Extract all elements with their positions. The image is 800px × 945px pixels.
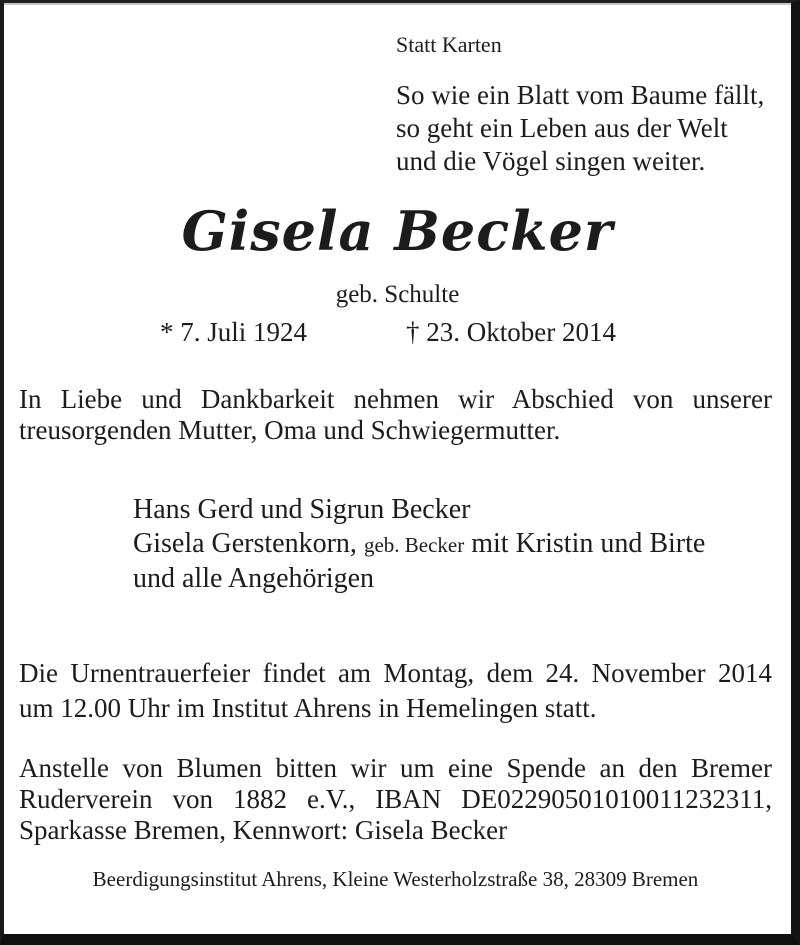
mourners-line-3: und alle Angehörigen	[133, 563, 375, 594]
mourner-family: mit Kristin und Birte	[471, 528, 706, 559]
statt-karten-label: Statt Karten	[396, 32, 502, 57]
mourners-line-2	[133, 527, 705, 562]
announcement-paragraph	[19, 384, 772, 446]
poem-line-3: und die Vögel singen weiter.	[396, 146, 706, 176]
mourner-maiden-name: geb. Becker	[363, 533, 465, 557]
birth-date: * 7. Juli 1924	[160, 317, 308, 347]
announcement-line-2: treusorgenden Mutter, Oma und Schwiegermutter.	[19, 415, 561, 445]
mourners-list	[133, 493, 705, 596]
announcement-line-1: In Liebe und Dankbarkeit nehmen wir Abschied von unserer	[19, 384, 772, 414]
mourner-name: Gisela Gerstenkorn,	[133, 528, 357, 559]
donation-line-1: Anstelle von Blumen bitten wir um eine Spende an den Bremer	[19, 753, 772, 783]
ceremony-line-2: um 12.00 Uhr im Institut Ahrens in Hemelingen statt.	[19, 693, 597, 723]
poem-line-1: So wie ein Blatt vom Baume fällt,	[396, 80, 765, 110]
mourners-line-1: Hans Gerd und Sigrun Becker	[133, 494, 471, 525]
poem	[396, 79, 764, 178]
ceremony-paragraph	[19, 656, 772, 726]
death-date: † 23. Oktober 2014	[406, 317, 616, 347]
donation-line-2: Ruderverein von 1882 e.V., IBAN DE02290501010011232311,	[19, 784, 772, 814]
scan-artifact-line	[4, 3, 791, 5]
donation-paragraph	[19, 753, 772, 846]
poem-line-2: so geht ein Leben aus der Welt	[396, 113, 728, 143]
deceased-name: Gisela Becker	[181, 199, 614, 263]
ceremony-line-1: Die Urnentrauerfeier findet am Montag, dem 24. November 2014	[19, 658, 772, 688]
funeral-institute-line: Beerdigungsinstitut Ahrens, Kleine Westerholzstraße 38, 28309 Bremen	[92, 867, 699, 891]
donation-line-3: Sparkasse Bremen, Kennwort: Gisela Becker	[19, 815, 508, 845]
maiden-name: geb. Schulte	[335, 281, 460, 308]
